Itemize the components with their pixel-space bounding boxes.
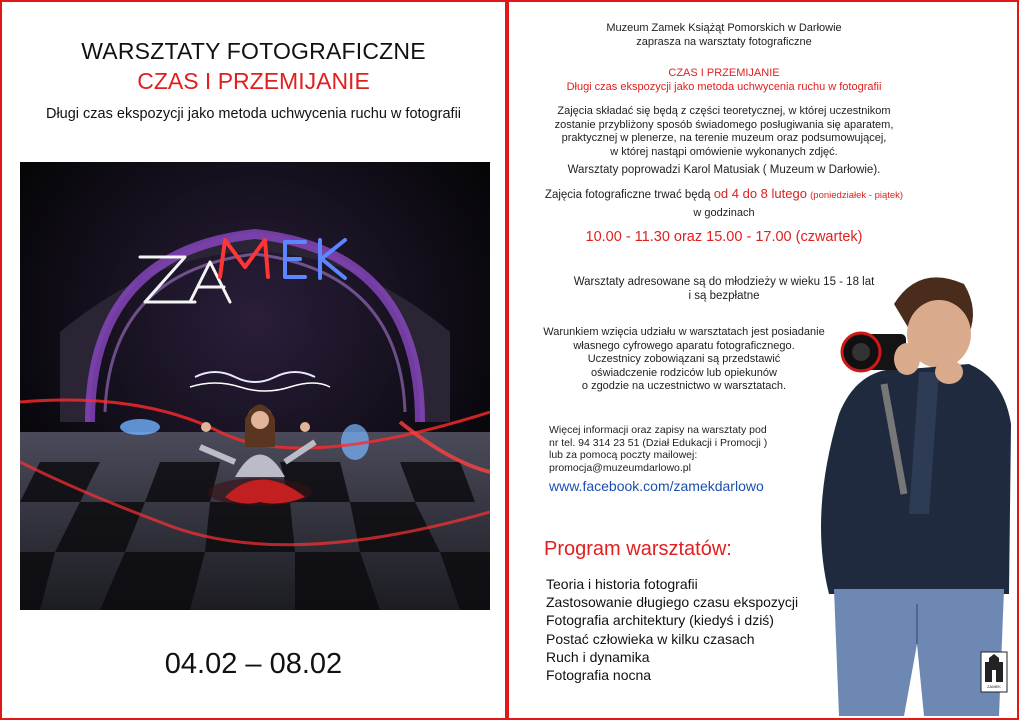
program-list xyxy=(546,575,798,684)
audience-line: i są bezpłatne xyxy=(688,289,760,302)
program-item: Fotografia architektury (kiedyś i dziś) xyxy=(546,612,774,629)
photographer-photo xyxy=(799,264,1015,716)
program-item: Postać człowieka w kilku czasach xyxy=(546,630,755,647)
description-line: zostanie przybliżony sposób świadomego posługiwania się aparatem, xyxy=(554,118,894,131)
event-dates: 04.02 – 08.02 xyxy=(164,648,343,680)
workshop-leader: Warsztaty poprowadzi Karol Matusiak ( Muzeum w Darłowie). xyxy=(567,164,881,176)
workshop-title xyxy=(509,67,939,94)
conditions-line: własnego cyfrowego aparatu fotograficznego. xyxy=(573,339,795,352)
duration-dates: od 4 do 8 lutego xyxy=(713,186,807,201)
program-item: Zastosowanie długiego czasu ekspozycji xyxy=(546,594,799,611)
contact-line: Więcej informacji oraz zapisy na warsztaty pod xyxy=(549,424,767,436)
hours-label: w godzinach xyxy=(693,207,755,219)
conditions-line: Warunkiem wzięcia udziału w warsztatach jest posiadanie xyxy=(543,326,825,338)
contact-line: lub za pomocą poczty mailowej: xyxy=(549,449,698,461)
contact-email[interactable]: promocja@muzeumdarlowo.pl xyxy=(549,461,691,474)
workshop-tagline: Długi czas ekspozycji jako metoda uchwycenia ruchu w fotografii xyxy=(566,80,882,93)
contact-line: nr tel. 94 314 23 51 (Dział Edukacji i Promocji ) xyxy=(549,436,768,449)
light-painting-photo xyxy=(20,162,490,610)
duration-days: (poniedziałek - piątek) xyxy=(810,190,904,201)
svg-text:ZAMEK: ZAMEK xyxy=(987,684,1001,689)
workshop-duration xyxy=(509,187,939,203)
poster-subtitle: CZAS I PRZEMIJANIE xyxy=(137,68,370,94)
museum-header xyxy=(509,22,939,49)
audience-line: Warsztaty adresowane są do młodzieży w wieku 15 - 18 lat xyxy=(573,276,875,288)
program-item: Ruch i dynamika xyxy=(546,648,650,665)
castle-logo xyxy=(981,652,1007,692)
conditions-line: oświadczenie rodziców lub opiekunów xyxy=(591,366,777,379)
right-info-panel xyxy=(507,0,1019,720)
description-line: praktycznej w plenerze, na terenie muzeum oraz podsumowującej, xyxy=(561,132,887,144)
poster-title: WARSZTATY FOTOGRAFICZNE xyxy=(81,38,426,64)
workshop-description xyxy=(509,105,939,159)
conditions-line: o zgodzie na uczestnictwo w warsztatach. xyxy=(581,380,787,392)
program-heading: Program warsztatów: xyxy=(544,538,732,560)
program-item: Teoria i historia fotografii xyxy=(546,576,698,592)
workshop-title-text: CZAS I PRZEMIJANIE xyxy=(668,67,780,79)
museum-header-line: Muzeum Zamek Książąt Pomorskich w Darłowie xyxy=(606,22,842,34)
workshop-hours: 10.00 - 11.30 oraz 15.00 - 17.00 (czwartek) xyxy=(585,229,863,245)
duration-prefix: Zajęcia fotograficzne trwać będą xyxy=(544,189,711,201)
museum-header-line: zaprasza na warsztaty fotograficzne xyxy=(636,35,812,48)
contact-info xyxy=(549,424,767,474)
facebook-link[interactable]: www.facebook.com/zamekdarlowo xyxy=(549,478,764,494)
left-poster-panel xyxy=(0,0,507,720)
poster-tagline: Długi czas ekspozycji jako metoda uchwycenia ruchu w fotografii xyxy=(45,106,462,122)
description-line: w której nastąpi omówienie wykonanych zdjęć. xyxy=(610,145,838,158)
program-item: Fotografia nocna xyxy=(546,667,652,684)
description-line: Zajęcia składać się będą z części teoretycznej, w której uczestnikom xyxy=(557,105,891,117)
conditions-line: Uczestnicy zobowiązani są przedstawić xyxy=(587,353,781,365)
